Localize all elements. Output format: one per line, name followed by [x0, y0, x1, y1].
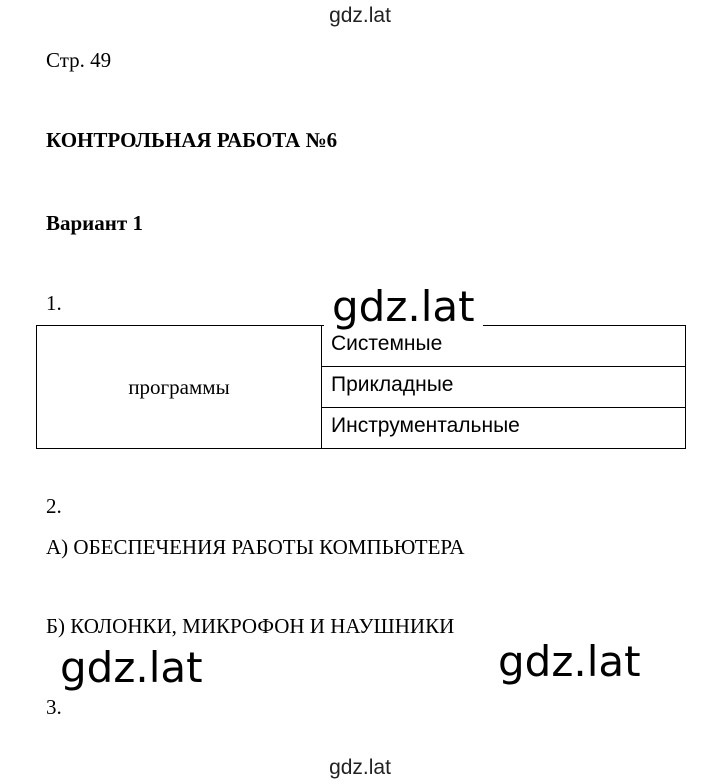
programs-table: [36, 325, 686, 449]
table-cell-tools: Инструментальные: [331, 414, 520, 437]
task-number-2: 2.: [46, 494, 62, 518]
page-reference: Стр. 49: [46, 48, 112, 72]
watermark-overlay: gdz.lat: [52, 646, 211, 690]
watermark-overlay: gdz.lat: [324, 285, 483, 329]
document-title: КОНТРОЛЬНАЯ РАБОТА №6: [46, 128, 338, 152]
watermark-top: gdz.lat: [329, 4, 391, 27]
answer-a: А) ОБЕСПЕЧЕНИЯ РАБОТЫ КОМПЬЮТЕРА: [46, 535, 465, 559]
answer-b: Б) КОЛОНКИ, МИКРОФОН И НАУШНИКИ: [46, 614, 455, 638]
table-divider-horizontal: [321, 407, 685, 408]
task-number-1: 1.: [46, 291, 62, 315]
table-divider-horizontal: [321, 366, 685, 367]
task-number-3: 3.: [46, 695, 62, 719]
table-cell-applied: Прикладные: [331, 373, 454, 396]
watermark-overlay: gdz.lat: [490, 640, 649, 684]
table-cell-system: Системные: [331, 332, 443, 355]
table-cell-category: программы: [128, 374, 230, 399]
watermark-bottom: gdz.lat: [329, 756, 391, 779]
variant-heading: Вариант 1: [46, 211, 143, 235]
table-divider-vertical: [321, 326, 322, 448]
